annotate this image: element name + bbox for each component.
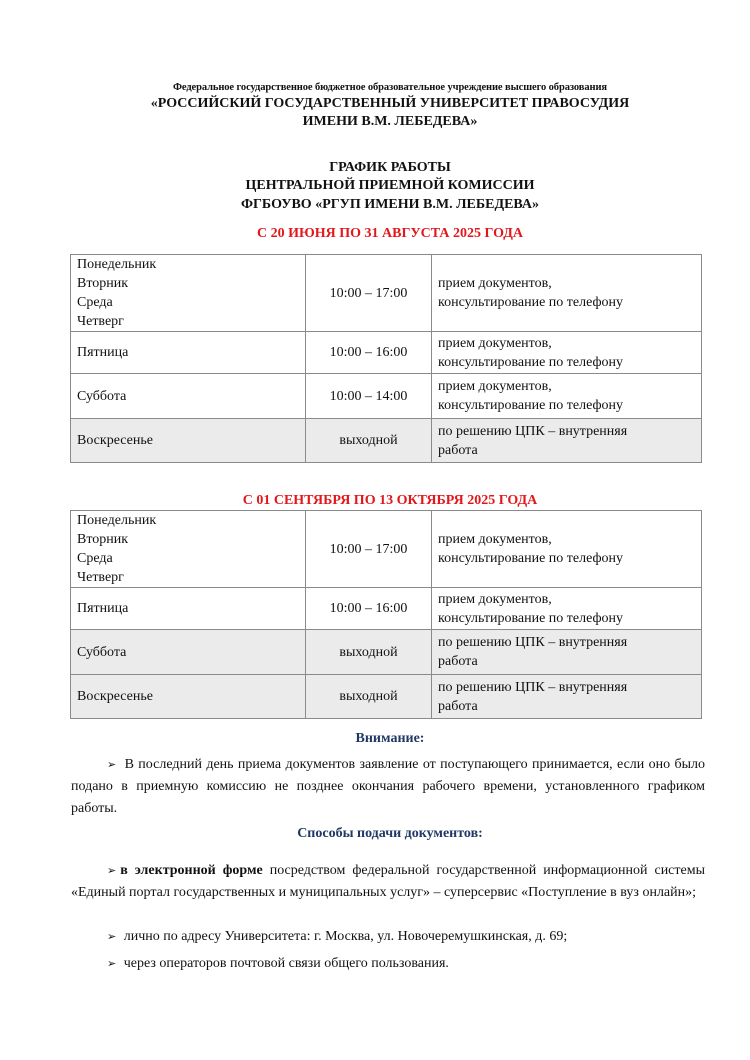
activity-line: консультирование по телефону bbox=[438, 551, 624, 566]
day-label: Среда bbox=[77, 295, 113, 310]
time-cell: 10:00 – 17:00 bbox=[306, 255, 432, 332]
attention-text: В последний день приема документов заявление от поступающего принимается, если оно было подано в приемную комиссию не позднее окончания рабочего времени, установленного графиком работы. bbox=[71, 757, 706, 816]
activity-line: прием документов, bbox=[438, 276, 552, 291]
activity-line: консультирование по телефону bbox=[438, 610, 624, 626]
activity-line: по решению ЦПК – внутренняя bbox=[438, 423, 628, 439]
bullet-arrow-icon: ➢ bbox=[107, 758, 117, 771]
institution-type: Федеральное государственное бюджетное образовательное учреждение высшего образования bbox=[173, 82, 607, 93]
activity-cell bbox=[432, 255, 702, 332]
activity-line: консультирование по телефону bbox=[438, 354, 624, 370]
activity-cell bbox=[432, 374, 702, 419]
day-label: Воскресенье bbox=[77, 433, 153, 448]
bullet-arrow-icon: ➢ bbox=[107, 957, 117, 970]
activity-line: прием документов, bbox=[438, 379, 552, 394]
table-row bbox=[71, 675, 702, 719]
time-cell: выходной bbox=[306, 630, 432, 675]
time-cell: 10:00 – 16:00 bbox=[306, 588, 432, 630]
doc-title-line3: ФГБОУВО «РГУП ИМЕНИ В.М. ЛЕБЕДЕВА» bbox=[241, 197, 539, 212]
table-row bbox=[71, 630, 702, 675]
activity-line: по решению ЦПК – внутренняя bbox=[438, 679, 628, 695]
time-cell: 10:00 – 16:00 bbox=[306, 332, 432, 374]
bullet-arrow-icon: ➢ bbox=[107, 864, 117, 877]
day-label: Вторник bbox=[77, 532, 129, 547]
time-cell: выходной bbox=[306, 675, 432, 719]
activity-line: консультирование по телефону bbox=[438, 398, 624, 413]
day-label: Четверг bbox=[77, 570, 124, 585]
table-row bbox=[71, 419, 702, 463]
day-label: Понедельник bbox=[77, 257, 157, 272]
table-row bbox=[71, 588, 702, 630]
time-cell: 10:00 – 14:00 bbox=[306, 374, 432, 419]
method-in-person bbox=[71, 926, 705, 948]
day-label: Суббота bbox=[77, 644, 127, 660]
doc-title-line2: ЦЕНТРАЛЬНОЙ ПРИЕМНОЙ КОМИССИИ bbox=[245, 178, 535, 193]
activity-cell bbox=[432, 675, 702, 719]
activity-line: консультирование по телефону bbox=[438, 295, 624, 310]
activity-cell bbox=[432, 630, 702, 675]
day-label: Вторник bbox=[77, 276, 129, 291]
day-label: Понедельник bbox=[77, 513, 157, 528]
method-postal bbox=[71, 953, 705, 975]
method-electronic-text: посредством федеральной государственной информационной системы «Единый портал государственных и муниципальных услуг» – суперсервис «Поступление в вуз онлайн»; bbox=[71, 863, 705, 900]
method-in-person-text: лично по адресу Университета: г. Москва, ул. Новочеремушкинская, д. 69; bbox=[123, 929, 568, 944]
activity-cell bbox=[432, 588, 702, 630]
table-row bbox=[71, 332, 702, 374]
day-label: Четверг bbox=[77, 314, 124, 329]
activity-line: прием документов, bbox=[438, 591, 552, 607]
activity-line: прием документов, bbox=[438, 532, 552, 547]
days-cell bbox=[71, 630, 306, 675]
activity-cell bbox=[432, 332, 702, 374]
activity-line: работа bbox=[438, 654, 478, 669]
time-cell: выходной bbox=[306, 419, 432, 463]
method-electronic-bold: в электронной форме bbox=[120, 863, 263, 878]
days-cell bbox=[71, 374, 306, 419]
doc-title-line1: ГРАФИК РАБОТЫ bbox=[329, 160, 451, 175]
activity-line: по решению ЦПК – внутренняя bbox=[438, 635, 628, 650]
attention-heading: Внимание: bbox=[355, 731, 425, 746]
table-row bbox=[71, 511, 702, 588]
days-cell bbox=[71, 419, 306, 463]
schedule-table-1 bbox=[70, 254, 702, 463]
day-label: Воскресенье bbox=[77, 689, 153, 704]
days-cell bbox=[71, 332, 306, 374]
day-label: Пятница bbox=[77, 601, 129, 616]
activity-line: работа bbox=[438, 698, 478, 714]
activity-cell bbox=[432, 419, 702, 463]
activity-cell bbox=[432, 511, 702, 588]
day-label: Среда bbox=[77, 551, 113, 566]
days-cell bbox=[71, 675, 306, 719]
method-postal-text: через операторов почтовой связи общего пользования. bbox=[123, 956, 449, 971]
table-row bbox=[71, 255, 702, 332]
period-title-2: С 01 СЕНТЯБРЯ ПО 13 ОКТЯБРЯ 2025 ГОДА bbox=[242, 493, 538, 508]
period-title-1: С 20 ИЮНЯ ПО 31 АВГУСТА 2025 ГОДА bbox=[256, 226, 524, 241]
days-cell bbox=[71, 588, 306, 630]
activity-line: прием документов, bbox=[438, 335, 552, 351]
day-label: Суббота bbox=[77, 388, 127, 404]
table-row bbox=[71, 374, 702, 419]
university-name-line2: ИМЕНИ В.М. ЛЕБЕДЕВА» bbox=[302, 114, 478, 129]
methods-heading: Способы подачи документов: bbox=[297, 826, 483, 841]
days-cell bbox=[71, 255, 306, 332]
day-label: Пятница bbox=[77, 345, 129, 360]
attention-paragraph bbox=[71, 754, 705, 820]
schedule-table-2 bbox=[70, 510, 702, 719]
days-cell bbox=[71, 511, 306, 588]
time-cell: 10:00 – 17:00 bbox=[306, 511, 432, 588]
activity-line: работа bbox=[438, 442, 478, 458]
bullet-arrow-icon: ➢ bbox=[107, 930, 117, 943]
university-name-line1: «РОССИЙСКИЙ ГОСУДАРСТВЕННЫЙ УНИВЕРСИТЕТ ПРАВОСУДИЯ bbox=[150, 96, 630, 111]
method-electronic bbox=[71, 860, 705, 904]
